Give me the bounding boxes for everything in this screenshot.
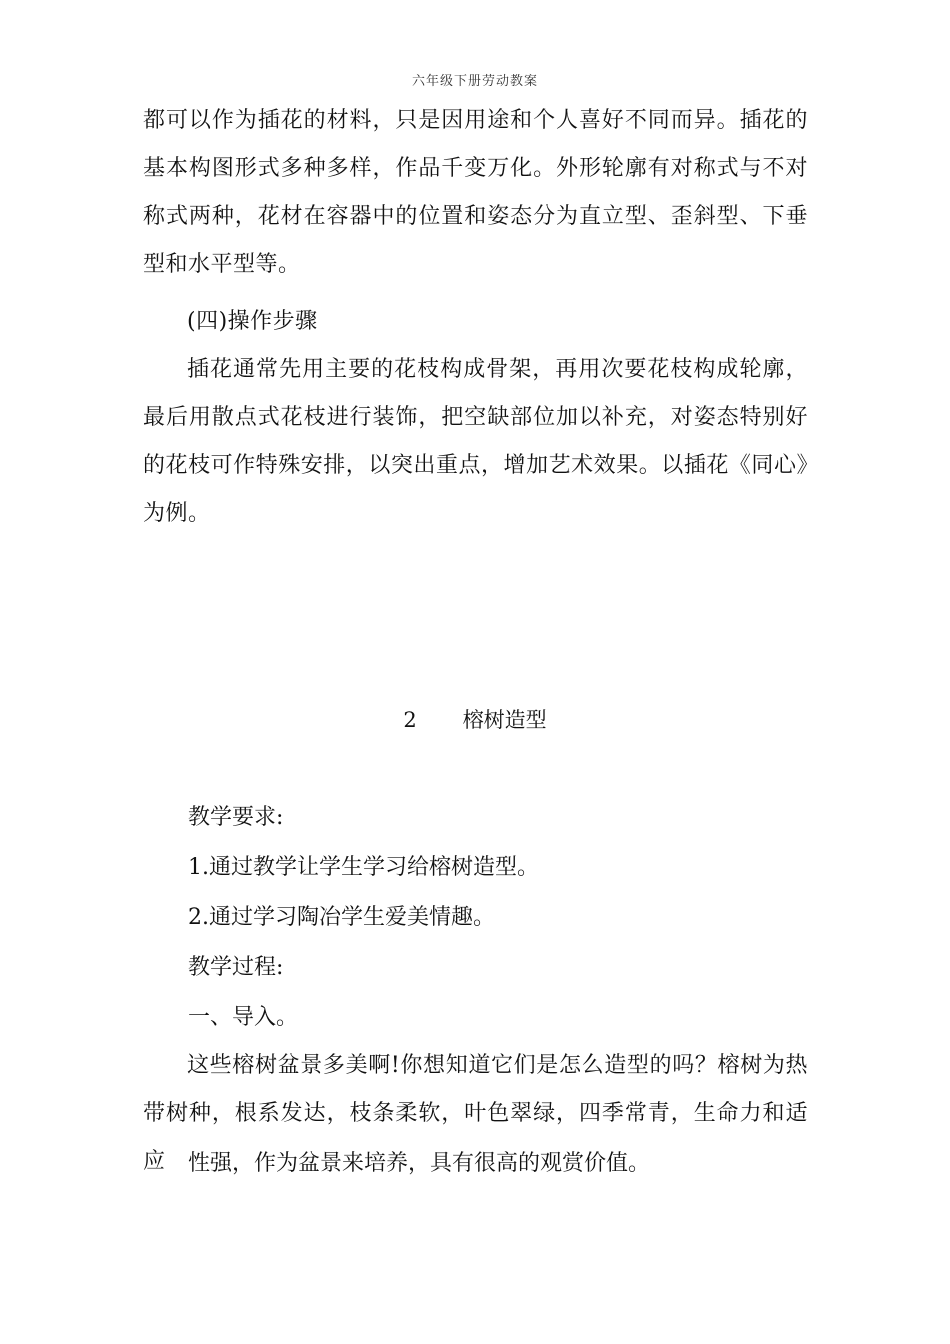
lesson-number: 2 <box>403 708 417 732</box>
paragraph-text: 这些榕树盆景多美啊!你想知道它们是怎么造型的吗？榕树为热带树种，根系发达，枝条柔软，叶色翠绿，四季常青，生命力和适应 <box>143 1053 808 1174</box>
paragraph-flower-materials <box>143 97 808 289</box>
page-header: 六年级下册劳动教案 <box>411 74 538 89</box>
requirements-label: 教学要求: <box>188 805 284 830</box>
intro-heading: 一、导入。 <box>188 1005 299 1030</box>
process-label: 教学过程: <box>188 955 284 980</box>
paragraph-operation-steps <box>143 346 808 538</box>
lesson-title <box>0 704 950 736</box>
requirement-item: 2.通过学习陶冶学生爱美情趣。 <box>188 905 495 930</box>
paragraph-last-line: 性强，作为盆景来培养，具有很高的观赏价值。 <box>188 1151 651 1176</box>
lesson-title-text: 榕树造型 <box>462 708 547 732</box>
section-operation-steps <box>143 298 808 346</box>
paragraph-text: 都可以作为插花的材料，只是因用途和个人喜好不同而异。插花的基本构图形式多种多样，作品千变万化。外形轮廓有对称式与不对称式两种，花材在容器中的位置和姿态分为直立型、歪斜型、下垂型和水平型等。 <box>143 108 808 277</box>
paragraph-text: 插花通常先用主要的花枝构成骨架，再用次要花枝构成轮廓，最后用散点式花枝进行装饰，把空缺部位加以补充，对姿态特别好的花枝可作特殊安排，以突出重点，增加艺术效果。以插花《同心》为例。 <box>143 357 808 526</box>
section-heading: (四)操作步骤 <box>187 309 318 334</box>
requirement-item: 1.通过教学让学生学习给榕树造型。 <box>188 855 539 880</box>
